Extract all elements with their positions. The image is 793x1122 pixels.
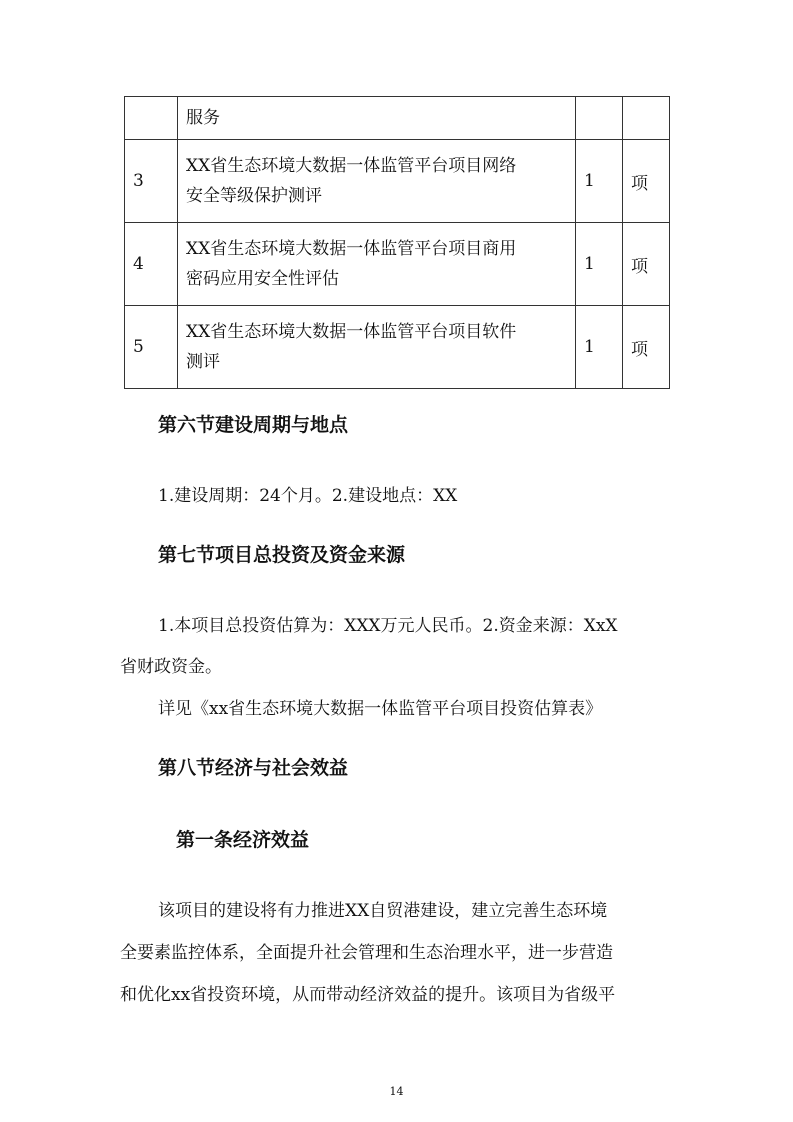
section-8-subheading: 第一条经济效益 [176,829,310,851]
row-item-name-line: 测评 [186,352,220,372]
section-7-note: 详见《xx省生态环境大数据一体监管平台项目投资估算表》 [158,699,603,719]
row-unit: 项 [623,223,670,306]
row-item-name [178,97,576,140]
section-8-heading: 第八节经济与社会效益 [158,757,349,779]
page-number: 14 [389,1085,404,1098]
row-number: 3 [125,140,178,223]
section-7-body-line: 1.本项目总投资估算为：XXX万元人民币。2.资金来源：XxX [158,616,618,636]
economic-benefit-paragraph-line: 和优化xx省投资环境，从而带动经济效益的提升。该项目为省级平 [120,985,616,1005]
section-7-heading: 第七节项目总投资及资金来源 [158,544,406,566]
row-quantity: 1 [576,223,623,306]
row-unit: 项 [623,140,670,223]
row-unit: 项 [623,306,670,389]
row-quantity: 1 [576,306,623,389]
row-number [125,97,178,140]
row-item-name [178,306,576,389]
table-row [125,97,670,140]
row-item-name-line: 服务 [186,108,220,128]
row-number: 4 [125,223,178,306]
row-number: 5 [125,306,178,389]
table-row [125,223,670,306]
economic-benefit-paragraph-line: 全要素监控体系，全面提升社会管理和生态治理水平，进一步营造 [120,943,613,963]
project-items-table [124,96,670,389]
economic-benefit-paragraph-line: 该项目的建设将有力推进XX自贸港建设，建立完善生态环境 [158,901,608,921]
row-quantity [576,97,623,140]
table-row [125,306,670,389]
row-item-name-line: XX省生态环境大数据一体监管平台项目商用 [186,239,517,259]
row-item-name [178,140,576,223]
row-item-name-line: 密码应用安全性评估 [186,269,339,289]
table-row [125,140,670,223]
row-item-name-line: XX省生态环境大数据一体监管平台项目软件 [186,322,517,342]
section-7-body-line: 省财政资金。 [120,657,222,677]
section-6-heading: 第六节建设周期与地点 [158,414,349,436]
row-item-name [178,223,576,306]
row-quantity: 1 [576,140,623,223]
section-6-body: 1.建设周期：24个月。2.建设地点：XX [158,486,458,506]
row-item-name-line: XX省生态环境大数据一体监管平台项目网络 [186,156,517,176]
row-unit [623,97,670,140]
row-item-name-line: 安全等级保护测评 [186,186,322,206]
